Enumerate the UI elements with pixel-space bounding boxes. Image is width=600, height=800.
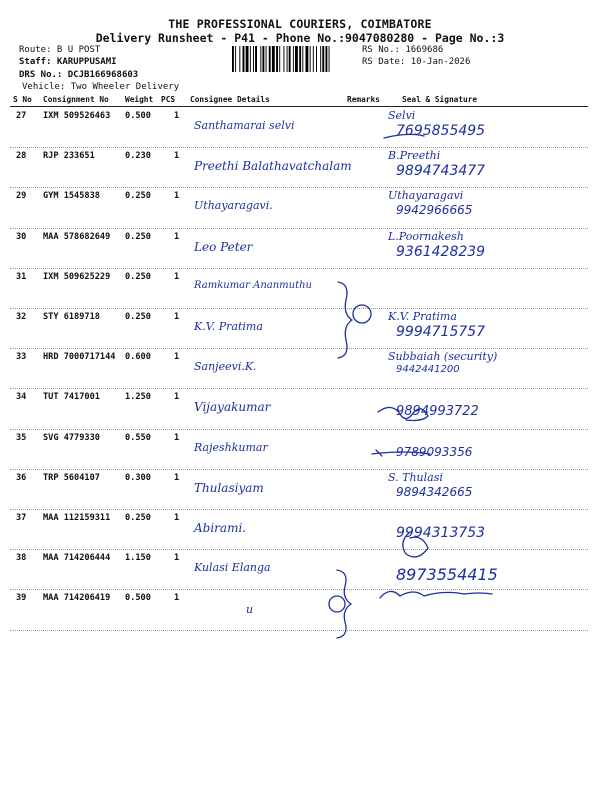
serial-number: 29 <box>16 191 27 202</box>
signature-scribble-row-38 <box>380 591 492 598</box>
serial-number: 33 <box>16 352 27 363</box>
receiver-phone: 9894993722 <box>396 404 479 420</box>
weight-value: 0.250 <box>125 513 151 523</box>
pieces-count: 1 <box>174 191 180 202</box>
consignee-name: Thulasiyam <box>194 480 264 495</box>
col-consignee-details: Consignee Details <box>190 95 270 104</box>
row-divider <box>10 549 588 550</box>
consignment-number: TRP 5604107 <box>43 472 100 483</box>
pieces-count: 1 <box>174 231 180 242</box>
weight-value: 0.550 <box>125 432 151 443</box>
receiver-phone: 9789093356 <box>396 444 473 459</box>
pieces-count: 1 <box>174 151 180 162</box>
col-seal-signature: Seal & Signature <box>402 95 478 104</box>
ditto-mark: u <box>246 603 254 617</box>
circled-mark-rows-38-39 <box>329 596 345 612</box>
pieces-count: 1 <box>174 271 180 282</box>
weight-value: 0.250 <box>125 271 151 282</box>
pieces-count: 1 <box>174 312 180 322</box>
receiver-phone: 9442441200 <box>396 364 460 376</box>
pieces-count: 1 <box>174 392 180 403</box>
serial-number: 30 <box>16 231 27 242</box>
consignee-name: Uthayaragavi. <box>194 199 273 213</box>
weight-value: 0.250 <box>125 191 151 202</box>
weight-value: 0.500 <box>125 593 151 604</box>
serial-number: 32 <box>16 312 27 322</box>
pieces-count: 1 <box>174 593 180 604</box>
receiver-phone: 9361428239 <box>396 243 486 260</box>
pieces-count: 1 <box>174 472 180 483</box>
row-divider <box>10 469 588 470</box>
receiver-phone: 9994715757 <box>396 324 486 340</box>
consignment-number: MAA 578682649 <box>43 231 111 242</box>
consignment-number: MAA 714206419 <box>43 593 111 604</box>
receiver-phone: 9894342665 <box>396 484 473 499</box>
consignee-name: Rajeshkumar <box>194 440 268 454</box>
consignee-name: Santhamarai selvi <box>194 119 295 132</box>
weight-value: 1.150 <box>125 553 151 564</box>
receiver-phone: 7695855495 <box>396 123 486 139</box>
serial-number: 31 <box>16 271 27 282</box>
route-label: Route: B U POST <box>19 45 101 55</box>
row-divider <box>10 630 588 631</box>
consignee-name: Vijayakumar <box>194 400 271 415</box>
consignment-number: STY 6189718 <box>43 312 100 322</box>
pieces-count: 1 <box>174 513 180 523</box>
row-divider <box>10 388 588 389</box>
consignment-number: TUT 7417001 <box>43 392 100 403</box>
serial-number: 36 <box>16 472 27 483</box>
consignment-number: SVG 4779330 <box>43 432 100 443</box>
consignee-name: Ramkumar Ananmuthu <box>194 279 312 291</box>
receiver-phone: 9942966665 <box>396 203 473 218</box>
col-weight: Weight <box>125 95 154 104</box>
brace-rows-38-39 <box>337 570 351 638</box>
consignment-number: IXM 509526463 <box>43 111 111 121</box>
consignment-number: IXM 509625229 <box>43 271 111 282</box>
receiver-signature: Selvi <box>388 109 416 122</box>
pieces-count: 1 <box>174 432 180 443</box>
consignee-name: Preethi Balathavatchalam <box>194 159 352 174</box>
staff-label: Staff: KARUPPUSAMI <box>19 57 117 67</box>
serial-number: 39 <box>16 593 27 604</box>
row-divider <box>10 589 588 590</box>
consignment-number: RJP 233651 <box>43 151 95 162</box>
consignee-name: Kulasi Elanga <box>194 561 271 575</box>
barcode-image <box>232 46 358 72</box>
drs-number: DRS No.: DCJB166968603 <box>19 70 139 80</box>
serial-number: 35 <box>16 432 27 443</box>
weight-value: 0.600 <box>125 352 151 363</box>
rs-date: RS Date: 10-Jan-2026 <box>362 57 471 67</box>
consignee-name: Sanjeevi.K. <box>194 360 257 374</box>
row-divider <box>10 429 588 430</box>
consignee-name: Leo Peter <box>194 239 253 254</box>
weight-value: 0.250 <box>125 312 151 322</box>
receiver-signature: S. Thulasi <box>388 470 443 484</box>
consignment-number: MAA 112159311 <box>43 513 111 523</box>
col-remarks: Remarks <box>347 95 380 104</box>
receiver-signature: Subbaiah (security) <box>388 350 498 364</box>
consignment-number: MAA 714206444 <box>43 553 111 564</box>
row-divider <box>10 147 588 148</box>
receiver-phone: 9994313753 <box>396 525 486 541</box>
weight-value: 0.500 <box>125 111 151 121</box>
brace-rows-31-32 <box>338 282 352 358</box>
row-divider <box>10 509 588 510</box>
consignment-number: HRD 7000717144 <box>43 352 116 363</box>
receiver-signature: L.Poornakesh <box>388 229 464 243</box>
receiver-signature: B.Preethi <box>388 149 441 163</box>
document-title: THE PROFESSIONAL COURIERS, COIMBATORE <box>168 17 432 31</box>
col-pcs: PCS <box>161 95 176 104</box>
vehicle-label: Vehicle: Two Wheeler Delivery <box>22 82 180 92</box>
document-subtitle: Delivery Runsheet - P41 - Phone No.:9047080280 - Page No.:3 <box>95 31 505 45</box>
col-sno: S No <box>13 95 32 104</box>
serial-number: 34 <box>16 392 27 403</box>
pieces-count: 1 <box>174 553 180 564</box>
receiver-phone: 8973554415 <box>396 565 498 585</box>
row-divider <box>10 268 588 269</box>
serial-number: 27 <box>16 111 27 121</box>
receiver-signature: Uthayaragavi <box>388 189 464 203</box>
header-divider <box>10 106 588 107</box>
serial-number: 28 <box>16 151 27 162</box>
consignment-number: GYM 1545838 <box>43 191 100 202</box>
weight-value: 1.250 <box>125 392 151 403</box>
serial-number: 37 <box>16 513 27 523</box>
pieces-count: 1 <box>174 111 180 121</box>
weight-value: 0.300 <box>125 472 151 483</box>
serial-number: 38 <box>16 553 27 564</box>
rs-number: RS No.: 1669686 <box>362 45 444 55</box>
row-divider <box>10 228 588 229</box>
weight-value: 0.250 <box>125 231 151 242</box>
consignee-name: K.V. Pratima <box>194 320 263 333</box>
consignee-name: Abirami. <box>194 521 247 535</box>
col-consignment: Consignment No <box>43 95 109 104</box>
row-divider <box>10 308 588 309</box>
row-divider <box>10 187 588 188</box>
weight-value: 0.230 <box>125 151 151 162</box>
pieces-count: 1 <box>174 352 180 363</box>
receiver-phone: 9894743477 <box>396 163 486 180</box>
receiver-signature: K.V. Pratima <box>388 310 457 323</box>
row-divider <box>10 348 588 349</box>
